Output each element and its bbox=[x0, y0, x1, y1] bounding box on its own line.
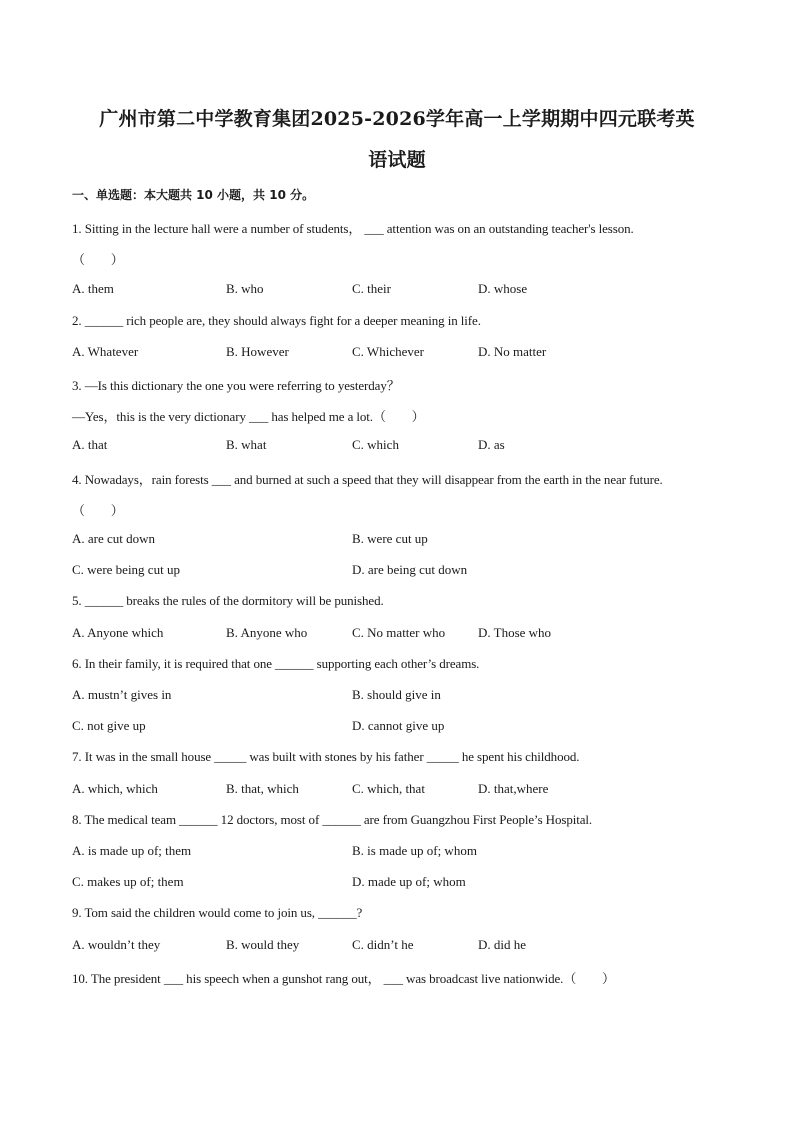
question-5-option-a: A. Anyone which bbox=[72, 625, 164, 640]
question-3-reply: —Yes，this is the very dictionary ___ has helped me a lot.（ ） bbox=[72, 409, 425, 424]
question-5-option-d: D. Those who bbox=[478, 625, 552, 640]
question-7-option-d: D. that,where bbox=[478, 781, 549, 796]
question-9-option-a: A. wouldn’t they bbox=[72, 937, 161, 952]
question-1-blank: （ ） bbox=[72, 252, 124, 267]
question-9-stem: 9. Tom said the children would come to join us, ______? bbox=[72, 905, 363, 920]
question-8-stem: 8. The medical team ______ 12 doctors, most of ______ are from Guangzhou First People’s Hospital. bbox=[72, 812, 593, 827]
question-8-option-a: A. is made up of; them bbox=[72, 843, 192, 858]
question-9-option-b: B. would they bbox=[226, 937, 300, 952]
question-3-option-a: A. that bbox=[72, 437, 108, 452]
question-2-stem: 2. ______ rich people are, they should always fight for a deeper meaning in life. bbox=[72, 313, 481, 328]
question-3-option-d: D. as bbox=[478, 437, 505, 452]
question-1-option-d: D. whose bbox=[478, 281, 528, 296]
question-4-blank: （ ） bbox=[72, 503, 124, 518]
question-8-option-c: C. makes up of; them bbox=[72, 874, 184, 889]
question-8-option-b: B. is made up of; whom bbox=[352, 843, 477, 858]
question-6-option-d: D. cannot give up bbox=[352, 718, 445, 733]
question-5-option-b: B. Anyone who bbox=[226, 625, 308, 640]
question-7-option-c: C. which, that bbox=[352, 781, 425, 796]
question-4-option-d: D. are being cut down bbox=[352, 562, 468, 577]
question-5-option-c: C. No matter who bbox=[352, 625, 446, 640]
question-2-option-b: B. However bbox=[226, 344, 289, 359]
question-4-option-a: A. are cut down bbox=[72, 531, 156, 546]
question-6-option-b: B. should give in bbox=[352, 687, 441, 702]
question-6-stem: 6. In their family, it is required that one ______ supporting each other’s dreams. bbox=[72, 656, 480, 671]
question-7-stem: 7. It was in the small house _____ was built with stones by his father _____ he spent his childhood. bbox=[72, 749, 580, 764]
question-10-stem: 10. The president ___ his speech when a gunshot rang out， ___ was broadcast live nationwide.（ ） bbox=[72, 971, 615, 986]
question-3-option-b: B. what bbox=[226, 437, 267, 452]
question-8-option-d: D. made up of; whom bbox=[352, 874, 466, 889]
question-4-stem: 4. Nowadays，rain forests ___ and burned at such a speed that they will disappear from the earth in the near future. bbox=[72, 472, 663, 487]
question-9-option-d: D. did he bbox=[478, 937, 527, 952]
question-2-option-a: A. Whatever bbox=[72, 344, 139, 359]
question-3-stem: 3. —Is this dictionary the one you were referring to yesterday？ bbox=[72, 378, 400, 393]
question-3-option-c: C. which bbox=[352, 437, 399, 452]
question-7-option-a: A. which, which bbox=[72, 781, 158, 796]
question-6-option-c: C. not give up bbox=[72, 718, 146, 733]
question-4-option-c: C. were being cut up bbox=[72, 562, 180, 577]
question-6-option-a: A. mustn’t gives in bbox=[72, 687, 172, 702]
exam-title-line-2: 语试题 bbox=[368, 149, 426, 171]
question-1-option-b: B. who bbox=[226, 281, 264, 296]
question-4-option-b: B. were cut up bbox=[352, 531, 428, 546]
question-1-option-a: A. them bbox=[72, 281, 114, 296]
question-1-option-c: C. their bbox=[352, 281, 391, 296]
exam-title-line-1: 广州市第二中学教育集团2025-2026学年高一上学期期中四元联考英 bbox=[99, 108, 695, 130]
question-1-stem: 1. Sitting in the lecture hall were a number of students， ___ attention was on an outstanding teacher's lesson. bbox=[72, 221, 634, 236]
question-5-stem: 5. ______ breaks the rules of the dormitory will be punished. bbox=[72, 593, 384, 608]
question-7-option-b: B. that, which bbox=[226, 781, 299, 796]
question-2-option-d: D. No matter bbox=[478, 344, 547, 359]
question-2-option-c: C. Whichever bbox=[352, 344, 424, 359]
section-heading: 一、单选题：本大题共 10 小题，共 10 分。 bbox=[72, 188, 315, 202]
question-9-option-c: C. didn’t he bbox=[352, 937, 414, 952]
